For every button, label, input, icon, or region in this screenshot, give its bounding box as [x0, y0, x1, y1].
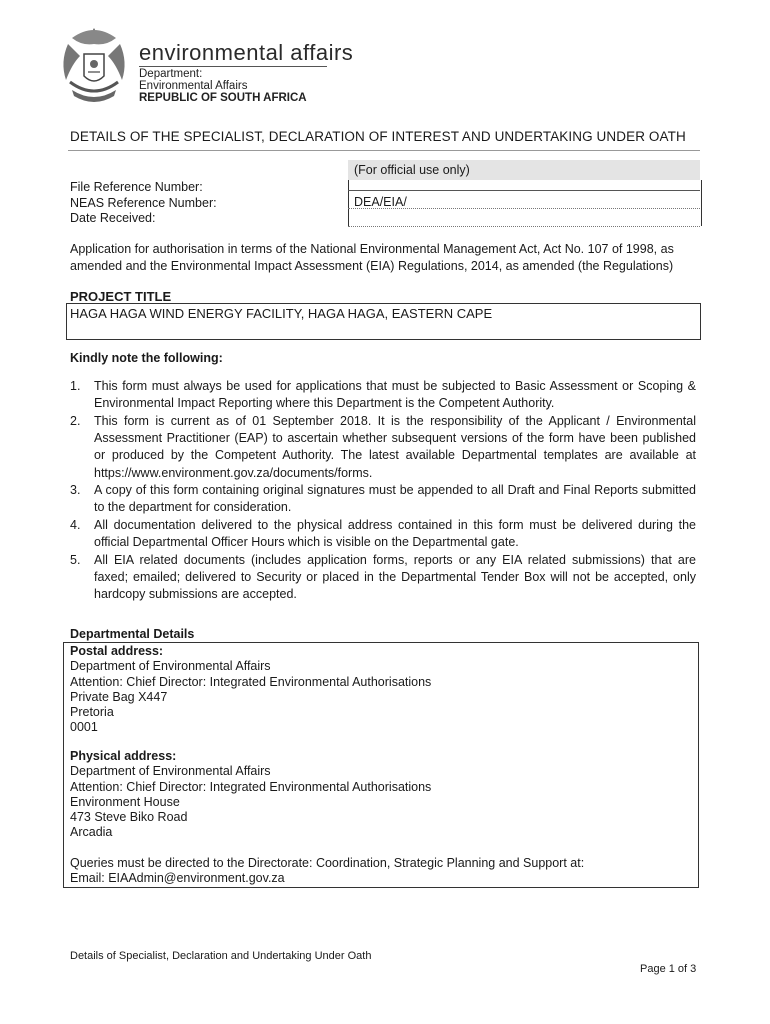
- physical-line: Environment House: [70, 794, 180, 809]
- physical-line: Attention: Chief Director: Integrated Environmental Authorisations: [70, 779, 432, 794]
- reference-row-divider: [348, 226, 700, 227]
- official-use-header: [348, 160, 700, 180]
- notes-heading: Kindly note the following:: [70, 351, 223, 365]
- page-number: Page 1 of 3: [640, 963, 697, 975]
- departmental-details-label: Departmental Details: [70, 627, 195, 641]
- list-item: 2. This form is current as of 01 September 2018. It is the responsibility of the Applicant / Environmental Assessment Practitioner (EAP) to ascertain whether subsequent versions of the form have been published or produced by the Competent Authority. The latest available Departmental templates are available at https://www.environment.gov.za/documents/forms.: [70, 413, 696, 480]
- footer-title: Details of Specialist, Declaration and Undertaking Under Oath: [70, 950, 372, 962]
- project-title-label: PROJECT TITLE: [70, 289, 172, 304]
- page-title: DETAILS OF THE SPECIALIST, DECLARATION OF INTEREST AND UNDERTAKING UNDER OATH: [70, 129, 686, 144]
- neas-reference-label: NEAS Reference Number:: [70, 195, 217, 210]
- date-received-label: Date Received:: [70, 211, 156, 225]
- physical-line: 473 Steve Biko Road: [70, 810, 188, 825]
- list-item: 1. This form must always be used for applications that must be subjected to Basic Assessment or Scoping & Environmental Impact Reporting where this Department is the Competent Authority.: [70, 379, 696, 411]
- postal-line: Attention: Chief Director: Integrated Environmental Authorisations: [70, 674, 432, 689]
- physical-line: Arcadia: [70, 825, 113, 840]
- list-item: 5. All EIA related documents (includes application forms, reports or any EIA related submissions) that are faxed; emailed; delivered to Security or placed in the Departmental Tender Box will not be accepted, only hardcopy submissions are accepted.: [70, 553, 696, 602]
- brand-divider: [139, 66, 327, 67]
- postal-line: Pretoria: [70, 705, 114, 720]
- postal-line: 0001: [70, 720, 98, 735]
- notes-list: [70, 378, 696, 604]
- official-use-label: (For official use only): [354, 163, 470, 177]
- reference-labels: [70, 180, 217, 227]
- queries-text: Queries must be directed to the Directorate: Coordination, Strategic Planning and Support at:: [70, 856, 585, 870]
- queries-block: [70, 856, 584, 887]
- department-label: Department:: [139, 68, 203, 80]
- application-text: Application for authorisation in terms of the National Environmental Management Act, Act No. 107 of 1998, as amended and the Environmental Impact Assessment (EIA) Regulations, 2014, as amended (the Regulations): [70, 242, 674, 273]
- project-title-value: HAGA HAGA WIND ENERGY FACILITY, HAGA HAGA, EASTERN CAPE: [70, 306, 493, 321]
- list-item: 4. All documentation delivered to the physical address contained in this form must be delivered during the official Departmental Officer Hours which is visible on the Departmental gate.: [70, 518, 696, 550]
- email-address[interactable]: Email: EIAAdmin@environment.gov.za: [70, 871, 285, 886]
- country-name: REPUBLIC OF SOUTH AFRICA: [139, 92, 307, 104]
- physical-line: Department of Environmental Affairs: [70, 764, 271, 779]
- title-divider: [68, 150, 700, 151]
- neas-reference-value: DEA/EIA/: [354, 195, 407, 209]
- postal-line: Department of Environmental Affairs: [70, 659, 271, 674]
- postal-line: Private Bag X447: [70, 689, 168, 704]
- department-block: [139, 68, 307, 104]
- reference-row-divider: [348, 190, 700, 191]
- brand-name: environmental affairs: [139, 40, 354, 65]
- physical-address: [70, 749, 431, 841]
- list-item: 3. A copy of this form containing original signatures must be appended to all Draft and Final Reports submitted to the department for consideration.: [70, 483, 696, 515]
- coat-of-arms-icon: [58, 24, 130, 106]
- department-name: Environmental Affairs: [139, 80, 248, 92]
- file-reference-label: File Reference Number:: [70, 180, 203, 194]
- postal-address-heading: Postal address:: [70, 644, 164, 658]
- physical-address-heading: Physical address:: [70, 749, 177, 763]
- postal-address: [70, 644, 431, 736]
